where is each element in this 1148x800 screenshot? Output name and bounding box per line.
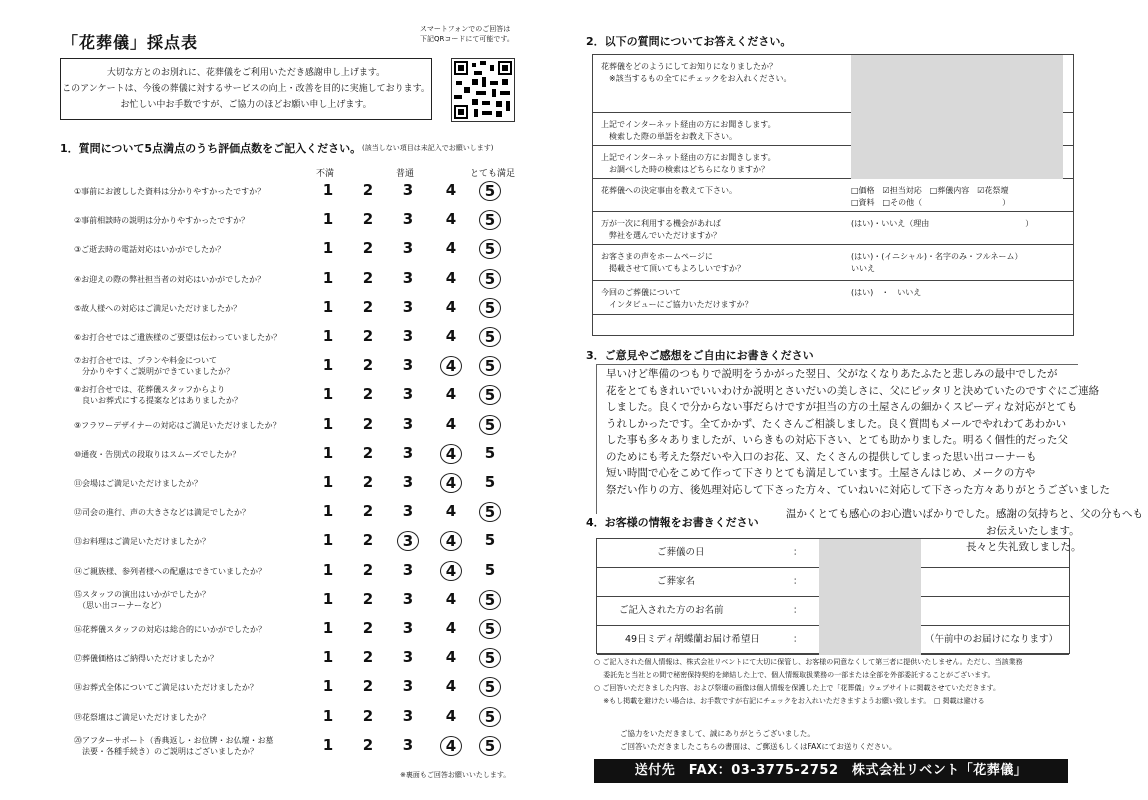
score-5-circled: 5 — [479, 210, 501, 230]
score-3: 3 — [402, 181, 414, 199]
score-3-circled: 3 — [397, 531, 419, 551]
score-3: 3 — [402, 297, 414, 316]
comment-line: のためにも考えた祭だいや入口のお花、又、たくさんの提供してしまった思い出コーナーも — [606, 450, 1037, 463]
question-text: ⑰葬儀価格はご納得いただけましたか？ — [74, 654, 218, 664]
col-label-high: とても満足 — [470, 169, 516, 179]
score-4: 4 — [445, 706, 457, 725]
colon: ： — [793, 576, 803, 587]
score-5-circled: 5 — [479, 327, 501, 347]
colon: ： — [793, 634, 803, 645]
score-1: 1 — [322, 356, 334, 375]
comment-line: 早いけど準備のつもりで説明をうかがった翌日、父がなくなりあたふたと悲しみの最中でしたが — [606, 368, 1058, 380]
section2-row — [593, 245, 1073, 281]
score-2: 2 — [362, 181, 374, 199]
score-2: 2 — [362, 356, 374, 375]
score-4-circled: 4 — [440, 356, 462, 376]
section2-question: 花葬儀への決定事由を教えて下さい。 — [601, 186, 737, 195]
section1-note: (該当しない項目は未記入でお願いします) — [362, 144, 494, 152]
comment-line: お伝えいたします。 — [986, 524, 1080, 537]
question-text: ⑧お打合せでは、花葬儀スタッフからより 良いお葬式にする提案などはありましたか？ — [74, 385, 242, 406]
comment-line: 温かくとても感心のお心遣いばかりでした。感謝の気持ちと、父の分もへも — [786, 508, 1143, 520]
customer-info-row — [597, 597, 1069, 626]
score-1: 1 — [322, 677, 334, 696]
score-3: 3 — [402, 268, 414, 287]
score-5-circled: 5 — [479, 415, 501, 435]
score-1: 1 — [322, 560, 334, 579]
note-line: 委託先と当社との間で秘密保持契約を締結した上で、個人情報取扱業務の一部または全部を外部委託することがございます。 — [594, 671, 995, 679]
score-4: 4 — [445, 414, 457, 433]
section2-question: 万が一次に利用する機会があれば 弊社を選んでいただけますか？ — [601, 219, 721, 240]
comment-line: 短い時間で心をこめて作って下さりとても満足しています。土屋さんはじめ、メークの方や — [606, 467, 1036, 479]
col-label-mid: 普通 — [396, 169, 415, 179]
score-4: 4 — [445, 619, 457, 637]
section2-row — [593, 146, 1073, 179]
score-4: 4 — [445, 502, 457, 521]
score-1: 1 — [322, 181, 334, 199]
section2-question: 上記でインターネット経由の方にお聞きします。 お調べした時の検索はどちらになりますか？ — [601, 153, 776, 174]
score-2: 2 — [362, 706, 374, 725]
qr-note-line: スマートフォンでのご回答は — [420, 25, 511, 33]
score-2: 2 — [362, 677, 374, 696]
section2-answer: (はい)・いいえ（理由 ） — [851, 219, 1034, 228]
intro-box — [60, 58, 432, 120]
score-5-circled: 5 — [479, 707, 501, 727]
score-3: 3 — [402, 210, 414, 229]
score-2: 2 — [362, 239, 374, 258]
score-5-circled: 5 — [479, 181, 501, 201]
answer-shaded-area — [851, 146, 1063, 179]
section2-row — [593, 281, 1073, 315]
score-4: 4 — [445, 648, 457, 667]
section2-question: 上記でインターネット経由の方にお聞きします。 検索した際の単語をお教え下さい。 — [601, 120, 776, 141]
customer-info-table — [596, 538, 1070, 654]
section2-row — [593, 113, 1073, 146]
score-3: 3 — [402, 560, 414, 579]
value-shaded-area — [819, 597, 921, 626]
question-text: ⑯花葬儀スタッフの対応は総合的にいかがでしたか？ — [74, 625, 266, 634]
score-3: 3 — [402, 619, 414, 637]
question-text: ⑱お葬式全体についてご満足はいただけましたか？ — [74, 683, 258, 693]
score-2: 2 — [362, 443, 374, 462]
section2-answer: □価格 ☑担当対応 □葬儀内容 ☑花祭壇 □資料 □その他（ ） — [851, 186, 1011, 207]
section2-answer: (はい)・(イニシャル)・名字のみ・フルネーム） いいえ — [851, 252, 1023, 273]
thanks-line: ご協力をいただきまして、誠にありがとうございました。 — [620, 729, 815, 738]
value-shaded-area — [819, 626, 921, 655]
qr-code-icon — [451, 58, 515, 122]
score-1: 1 — [322, 297, 334, 316]
question-text: ⑮スタッフの演出はいかがでしたか？ （思い出コーナーなど） — [74, 589, 210, 610]
score-3: 3 — [402, 502, 414, 521]
score-2: 2 — [362, 531, 374, 550]
score-4-circled: 4 — [440, 531, 462, 551]
customer-info-label: ご記入された方のお名前 — [619, 605, 724, 616]
score-3: 3 — [402, 239, 414, 258]
score-1: 1 — [322, 706, 334, 725]
question-text: ⑫司会の進行、声の大きさなどは満足でしたか？ — [74, 508, 250, 518]
score-4: 4 — [445, 297, 457, 316]
comment-line: 長々と失礼致しました。 — [966, 541, 1082, 553]
note-line: ※もし掲載を避けたい場合は、お手数ですが右記にチェックをお入れいただきますようお願い致します。 □ 掲載は避ける — [594, 697, 985, 705]
score-5-circled: 5 — [479, 269, 501, 289]
score-4: 4 — [445, 181, 457, 199]
score-1: 1 — [322, 443, 334, 462]
score-1: 1 — [322, 385, 334, 404]
section2-title: 2．以下の質問についてお答えください。 — [586, 35, 792, 48]
score-1: 1 — [322, 531, 334, 550]
score-2: 2 — [362, 648, 374, 667]
score-2: 2 — [362, 589, 374, 608]
comment-line: しました。良くで分からない事だらけですが担当の方の土屋さんの細かくスピーディな対応がとても — [606, 401, 1078, 413]
score-5: 5 — [484, 531, 496, 550]
score-5-circled: 5 — [479, 619, 501, 639]
score-4: 4 — [445, 677, 457, 696]
score-2: 2 — [362, 327, 374, 345]
score-3: 3 — [402, 473, 414, 491]
qr-note-line: 下記QRコードにて可能です。 — [420, 35, 514, 43]
score-2: 2 — [362, 560, 374, 579]
score-3: 3 — [402, 648, 414, 667]
section2-row — [593, 55, 1073, 113]
question-text: ⑥お打合せではご遺族様のご要望は伝わっていましたか？ — [74, 333, 282, 342]
score-1: 1 — [322, 239, 334, 258]
score-2: 2 — [362, 473, 374, 491]
score-4-circled: 4 — [440, 736, 462, 756]
thanks-message — [620, 727, 896, 753]
score-1: 1 — [322, 589, 334, 608]
intro-line: 大切な方とのお別れに、花葬儀をご利用いただき感謝申し上げます。 — [106, 68, 386, 78]
note-line: ○ ご回答いただきました内容、および祭壇の画像は個人情報を保護した上で「花葬儀」ウェブサイトに掲載させていただきます。 — [594, 684, 1001, 692]
delivery-note: （午前中のお届けになります） — [925, 634, 1059, 645]
fax-footer: 送付先 FAX：03-3775-2752 株式会社リベント「花葬儀」 — [594, 759, 1068, 783]
question-text: ⑤故人様への対応はご満足いただけましたか？ — [74, 303, 242, 313]
question-text: ⑪会場はご満足いただけましたか？ — [74, 479, 202, 488]
colon: ： — [793, 605, 803, 616]
question-text: ②事前相談時の説明は分かりやすかったですか？ — [74, 216, 250, 226]
score-5-circled: 5 — [479, 590, 501, 610]
question-text: ⑩通夜・告別式の段取りはスムーズでしたか？ — [74, 449, 241, 459]
score-5-circled: 5 — [479, 677, 501, 697]
score-3: 3 — [402, 356, 414, 375]
question-text: ⑬お料理はご満足いただけましたか？ — [74, 537, 210, 547]
value-shaded-area — [819, 539, 921, 568]
score-3: 3 — [402, 443, 414, 462]
thanks-line: ご回答いただきましたこちらの書面は、ご郵送もしくはFAXにてお送りください。 — [620, 742, 897, 751]
question-text: ⑭ご親族様、参列者様への配慮はできていましたか？ — [74, 566, 266, 576]
score-3: 3 — [402, 706, 414, 725]
qr-note — [420, 24, 530, 44]
score-1: 1 — [322, 502, 334, 521]
section1-title: 1．質問について5点満点のうち評価点数をご記入ください。 — [60, 142, 362, 155]
intro-line: お忙しい中お手数ですが、ご協力のほどお願い申し上げます。 — [120, 100, 372, 110]
question-text: ⑳アフターサポート（香典返し・お位牌・お仏壇・お墓 法要・各種手続き）のご説明はございましたか？ — [74, 735, 274, 756]
section2-row — [593, 212, 1073, 245]
customer-info-row — [597, 568, 1069, 597]
comment-line: した事も多々ありましたが、いらきもの対応下さい、とても助かりました。明るく個性的だった父 — [606, 434, 1068, 446]
question-text: ⑲花祭壇はご満足いただけましたか？ — [74, 712, 210, 722]
section2-row — [593, 179, 1073, 212]
comment-line: 花をとてもきれいでいいわけか説明とさいだいの美しさに、父にピッタリと決めていたのですぐにご連絡 — [606, 384, 1100, 397]
customer-info-row — [597, 626, 1069, 655]
section2-table — [592, 54, 1074, 336]
score-4: 4 — [445, 327, 457, 345]
score-2: 2 — [362, 268, 374, 287]
question-text: ①事前にお渡しした資料は分かりやすかったですか？ — [74, 187, 266, 196]
score-3: 3 — [402, 327, 414, 345]
question-text: ④お迎えの際の弊社担当者の対応はいかがでしたか？ — [74, 274, 266, 284]
intro-line: このアンケートは、今後の葬儀に対するサービスの向上・改善を目的に実施しております。 — [62, 84, 430, 94]
section2-question: 花葬儀をどのようにしてお知りになりましたか？ ※該当するもの全てにチェックをお入れください。 — [601, 62, 792, 83]
score-4: 4 — [445, 385, 457, 404]
value-shaded-area — [819, 568, 921, 597]
score-5-circled: 5 — [479, 736, 501, 756]
back-note: ※裏面もご回答お願いいたします。 — [400, 771, 511, 779]
question-text: ⑨フラワーデザイナーの対応はご満足いただけましたか？ — [74, 420, 281, 430]
customer-info-label: ご葬家名 — [657, 576, 696, 587]
col-label-low: 不満 — [316, 169, 335, 179]
comment-line: 祭だい作りの方、後処理対応して下さった方々、ていねいに対応して下さった方々ありがとうございました — [606, 483, 1110, 496]
privacy-notes — [594, 656, 1074, 708]
customer-info-label: 49日ミディ胡蝶蘭お届け希望日 — [625, 634, 760, 645]
score-2: 2 — [362, 502, 374, 521]
score-4: 4 — [445, 268, 457, 287]
score-5: 5 — [484, 443, 496, 462]
score-4-circled: 4 — [440, 444, 462, 464]
customer-info-label: ご葬儀の日 — [657, 547, 705, 558]
section4-title: 4．お客様の情報をお書きください — [586, 516, 759, 529]
score-1: 1 — [322, 210, 334, 229]
section2-question: 今回のご葬儀について インタビューにご協力いただけますか？ — [601, 288, 753, 309]
score-2: 2 — [362, 619, 374, 637]
score-4: 4 — [445, 210, 457, 229]
question-text: ⑦お打合せでは、プランや料金について 分かりやすくご説明ができていましたか？ — [74, 356, 234, 377]
score-2: 2 — [362, 297, 374, 316]
section2-answer: (はい) ・ いいえ — [851, 288, 922, 297]
score-1: 1 — [322, 619, 334, 637]
score-5-circled: 5 — [479, 502, 501, 522]
score-5: 5 — [484, 473, 496, 491]
score-1: 1 — [322, 268, 334, 287]
score-2: 2 — [362, 735, 374, 754]
section2-question: お客さまの声をホームページに 掲載させて頂いてもよろしいですか？ — [601, 252, 745, 273]
score-5-circled: 5 — [479, 356, 501, 376]
survey-title: 「花葬儀」採点表 — [62, 33, 199, 52]
score-5-circled: 5 — [479, 298, 501, 318]
score-1: 1 — [322, 414, 334, 433]
score-4: 4 — [445, 589, 457, 608]
colon: ： — [793, 547, 803, 558]
score-5-circled: 5 — [479, 385, 501, 405]
score-4-circled: 4 — [440, 561, 462, 581]
question-text: ③ご逝去時の電話対応はいかがでしたか？ — [74, 245, 226, 255]
score-5: 5 — [484, 560, 496, 579]
score-3: 3 — [402, 735, 414, 754]
score-3: 3 — [402, 677, 414, 696]
score-1: 1 — [322, 735, 334, 754]
score-1: 1 — [322, 648, 334, 667]
score-4-circled: 4 — [440, 473, 462, 493]
customer-info-row — [597, 539, 1069, 568]
answer-shaded-area — [851, 113, 1063, 146]
score-2: 2 — [362, 210, 374, 229]
score-2: 2 — [362, 414, 374, 433]
score-3: 3 — [402, 385, 414, 404]
score-1: 1 — [322, 327, 334, 345]
note-line: ○ ご記入された個人情報は、株式会社リベントにて大切に保管し、お客様の同意なくして第三者に提供いたしません。ただし、当該業務 — [594, 658, 1023, 666]
comment-line: うれしかったです。全てかかず、たくさんご相談しました。良く質問もメールでやれわてあわかい — [606, 417, 1067, 430]
answer-shaded-area — [851, 55, 1063, 113]
score-4: 4 — [445, 239, 457, 258]
score-1: 1 — [322, 473, 334, 491]
score-3: 3 — [402, 589, 414, 608]
section3-title: 3．ご意見やご感想をご自由にお書きください — [586, 349, 814, 362]
score-3: 3 — [402, 414, 414, 433]
score-5-circled: 5 — [479, 239, 501, 259]
score-2: 2 — [362, 385, 374, 404]
score-5-circled: 5 — [479, 648, 501, 668]
